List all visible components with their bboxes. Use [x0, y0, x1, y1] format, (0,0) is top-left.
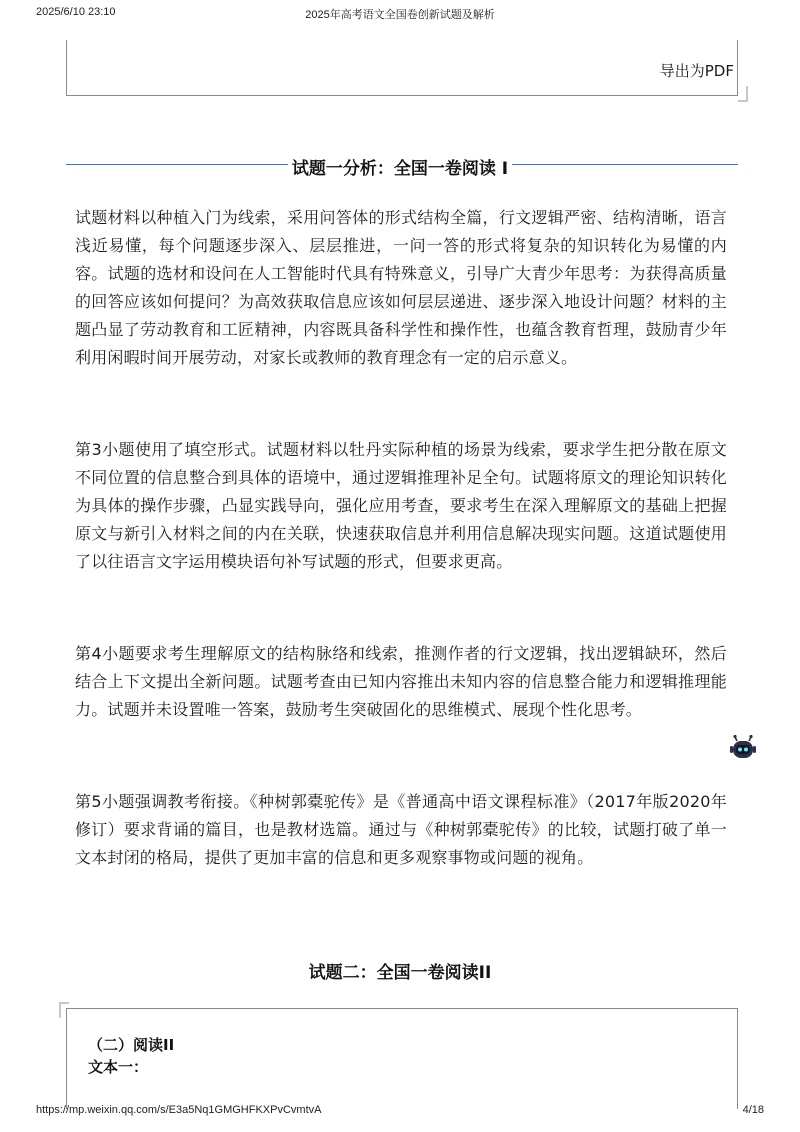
- section1-heading: [0, 154, 800, 179]
- top-frame: [66, 40, 738, 96]
- print-title: 2025年高考语文全国卷创新试题及解析: [305, 9, 495, 21]
- reading-subheading: （二）阅读II: [88, 1036, 175, 1054]
- export-pdf-button[interactable]: 导出为PDF: [659, 62, 734, 80]
- section1-paragraph-1: 试题材料以种植入门为线索，采用问答体的形式结构全篇，行文逻辑严密、结构清晰，语言浅近易懂，每个问题逐步深入、层层推进，一问一答的形式将复杂的知识转化为易懂的内容。试题的选材和设问在人工智能时代具有特殊意义，引导广大青少年思考：为获得高质量的回答应该如何提问？为高效获取信息应该如何层层递进、逐步深入地设计问题？材料的主题凸显了劳动教育和工匠精神，内容既具备科学性和操作性，也蕴含教育哲理，鼓励青少年利用闲暇时间开展劳动，对家长或教师的教育理念有一定的启示意义。: [75, 208, 727, 367]
- section1-paragraph-3: 第4小题要求考生理解原文的结构脉络和线索，推测作者的行文逻辑，找出逻辑缺环，然后结合上下文提出全新问题。试题考查由已知内容推出未知内容的信息整合能力和逻辑推理能力。试题并未设置唯一答案，鼓励考生突破固化的思维模式、展现个性化思考。: [75, 644, 727, 719]
- top-frame-corner: [738, 86, 748, 102]
- section1-paragraph-4: 第5小题强调教考衔接。《种树郭橐驼传》是《普通高中语文课程标准》（2017年版2020年修订）要求背诵的篇目，也是教材选篇。通过与《种树郭橐驼传》的比较，试题打破了单一文本封闭的格局，提供了更加丰富的信息和更多观察事物或问题的视角。: [75, 792, 727, 867]
- text-one-label: 文本一：: [88, 1058, 149, 1076]
- ai-assistant-robot-icon[interactable]: [724, 730, 762, 768]
- section1-heading-text: 试题一分析：全国一卷阅读 I: [288, 159, 512, 179]
- print-datetime: 2025/6/10 23:10: [36, 6, 116, 18]
- page-number: 4/18: [742, 1104, 764, 1116]
- section2-heading-text: 试题二：全国一卷阅读II: [305, 963, 496, 983]
- section1-paragraph-2: 第3小题使用了填空形式。试题材料以牡丹实际种植的场景为线索，要求学生把分散在原文不同位置的信息整合到具体的语境中，通过逻辑推理补足全句。试题将原文的理论知识转化为具体的操作步骤，凸显实践导向，强化应用考查，要求考生在深入理解原文的基础上把握原文与新引入材料之间的内在关联，快速获取信息并利用信息解决现实问题。这道试题使用了以往语言文字运用模块语句补写试题的形式，但要求更高。: [75, 440, 727, 571]
- bottom-frame: [66, 1008, 738, 1109]
- print-footer: [0, 1098, 800, 1118]
- page-url[interactable]: https://mp.weixin.qq.com/s/E3a5Nq1GMGHFKXPvCvmtvA: [36, 1104, 322, 1116]
- section2-heading: [0, 958, 800, 983]
- print-header: [0, 0, 800, 20]
- bottom-frame-corner: [59, 1002, 69, 1018]
